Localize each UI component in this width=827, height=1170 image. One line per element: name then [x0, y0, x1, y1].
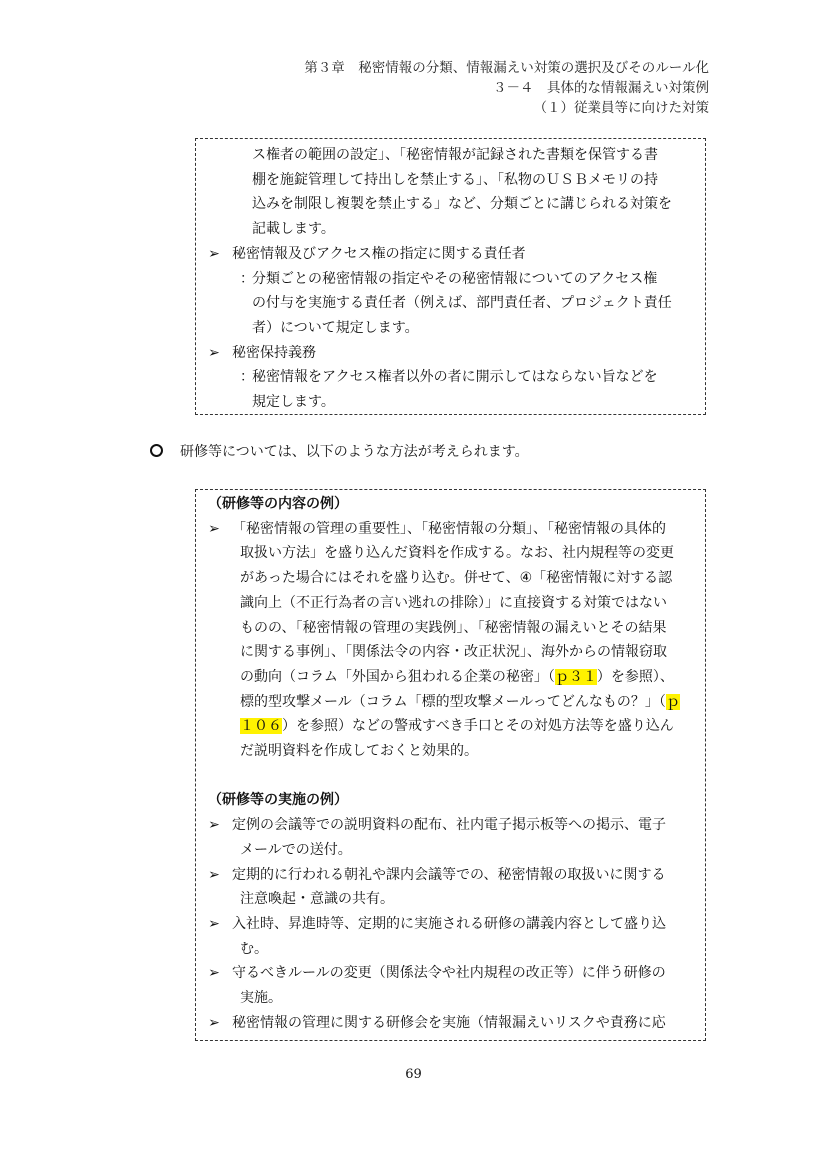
responsible-person-item	[204, 242, 697, 267]
subsection-title: （１）従業員等に向けた対策	[533, 100, 709, 116]
continued-text-line: 棚を施錠管理して持出しを禁止する」、「私物のＵＳＢメモリの持	[252, 171, 658, 188]
content-line: だ説明資料を作成しておくと効果的。	[240, 743, 478, 760]
list-item-continued: 注意喚起・意識の共有。	[240, 891, 394, 908]
colon-mark: ：	[240, 369, 254, 386]
training-example-box	[195, 489, 706, 1041]
arrow-bullet-icon: ➢	[208, 817, 220, 834]
item-description-line: 規定します。	[252, 394, 335, 411]
arrow-bullet-icon: ➢	[208, 866, 220, 883]
continued-text-line: ス権者の範囲の設定」、「秘密情報が記録された書類を保管する書	[252, 147, 658, 163]
training-content-heading: （研修等の内容の例）	[208, 496, 348, 512]
circle-bullet-icon	[150, 444, 163, 457]
colon-mark: ：	[240, 270, 254, 287]
continued-text-line: 記載します。	[252, 221, 335, 238]
arrow-bullet-icon: ➢	[208, 965, 220, 982]
training-implementation-heading: （研修等の実施の例）	[208, 792, 348, 809]
item-description-line: ：秘密情報をアクセス権者以外の者に開示してはならない旨などを	[204, 365, 697, 390]
list-item-continued: メールでの送付。	[240, 841, 352, 858]
item-title: 秘密保持義務	[232, 344, 316, 361]
list-item: ➢ 入社時、昇進時等、定期的に実施される研修の講義内容として盛り込	[204, 912, 697, 937]
item-title: 秘密情報及びアクセス権の指定に関する責任者	[232, 245, 526, 262]
list-item: ➢ 定例の会議等での説明資料の配布、社内電子掲示板等への掲示、電子	[204, 813, 697, 838]
list-item: ➢ 秘密情報の管理に関する研修会を実施（情報漏えいリスクや責務に応	[204, 1011, 697, 1036]
training-intro	[150, 440, 529, 464]
content-line: に関する事例」、「関係法令の内容・改正状況」、海外からの情報窃取	[240, 644, 667, 661]
arrow-bullet-icon: ➢	[208, 915, 220, 932]
page-reference-link[interactable]: １０６	[240, 718, 282, 735]
content-line: １０６）を参照）などの警戒すべき手口とその対処方法等を盛り込ん	[240, 718, 674, 735]
content-line: があった場合にはそれを盛り込む。併せて、④「秘密情報に対する認	[240, 570, 673, 587]
intro-text: 研修等については、以下のような方法が考えられます。	[180, 444, 529, 460]
list-item: ➢ 定期的に行われる朝礼や課内会議等での、秘密情報の取扱いに関する	[204, 863, 697, 888]
list-item-continued: む。	[240, 940, 268, 957]
chapter-title: 第３章 秘密情報の分類、情報漏えい対策の選択及びそのルール化	[304, 60, 709, 76]
list-item: ➢ 「秘密情報の管理の重要性」、「秘密情報の分類」、「秘密情報の具体的	[204, 517, 697, 542]
section-title: ３－４ 具体的な情報漏えい対策例	[493, 80, 709, 96]
page-number: 69	[405, 1067, 422, 1082]
content-line: 標的型攻撃メール（コラム「標的型攻撃メールってどんなもの？」（ｐ	[240, 693, 680, 710]
rules-example-box	[195, 138, 706, 415]
confidentiality-obligation-item	[204, 341, 697, 366]
content-line: 識向上（不正行為者の言い逃れの排除）」に直接資する対策ではない	[240, 594, 667, 611]
page-reference-link[interactable]: ｐ３１	[554, 668, 597, 685]
list-item-continued: 実施。	[240, 990, 282, 1007]
content-line: ものの、「秘密情報の管理の実践例」、「秘密情報の漏えいとその結果	[240, 619, 667, 636]
arrow-bullet-icon: ➢	[208, 344, 220, 361]
arrow-bullet-icon: ➢	[208, 1014, 220, 1031]
item-description-line: ：分類ごとの秘密情報の指定やその秘密情報についてのアクセス権	[204, 267, 697, 292]
arrow-bullet-icon: ➢	[208, 520, 220, 537]
chapter-header	[304, 58, 709, 118]
content-line: の動向（コラム「外国から狙われる企業の秘密」（ｐ３１）を参照）、	[240, 668, 674, 685]
item-description-line: 者）について規定します。	[252, 319, 419, 336]
content-line: 取扱い方法」を盛り込んだ資料を作成する。なお、社内規程等の変更	[240, 545, 674, 562]
list-item: ➢ 守るべきルールの変更（関係法令や社内規程の改正等）に伴う研修の	[204, 961, 697, 986]
page-reference-link[interactable]: ｐ	[665, 693, 680, 710]
item-description-line: の付与を実施する責任者（例えば、部門責任者、プロジェクト責任	[252, 295, 672, 312]
continued-text-line: 込みを制限し複製を禁止する」など、分類ごとに講じられる対策を	[252, 196, 672, 213]
arrow-bullet-icon: ➢	[208, 245, 220, 262]
